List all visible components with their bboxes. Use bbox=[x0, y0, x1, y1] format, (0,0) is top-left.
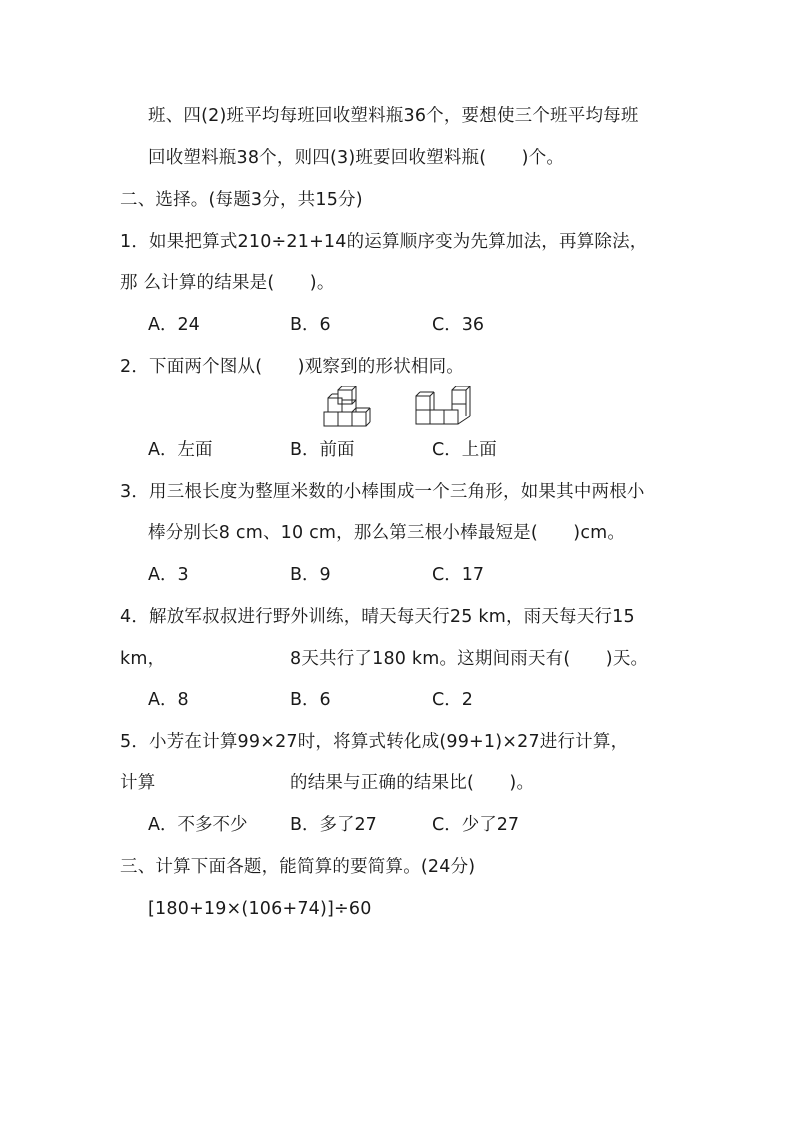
text-line: 班、四(2)班平均每班回收塑料瓶36个，要想使三个班平均每班 bbox=[148, 106, 639, 126]
cube-figure-1 bbox=[320, 386, 374, 430]
q4-option-c: C．2 bbox=[432, 690, 473, 710]
text-line: 棒分别长8 cm、10 cm，那么第三根小棒最短是( )cm。 bbox=[148, 523, 626, 543]
question-2: 2．下面两个图从( )观察到的形状相同。 bbox=[120, 357, 464, 377]
text-line: 那 么计算的结果是( )。 bbox=[120, 273, 335, 293]
q3-option-c: C．17 bbox=[432, 565, 484, 585]
calc-expression: [180+19×(106+74)]÷60 bbox=[148, 899, 372, 919]
q1-option-b: B．6 bbox=[290, 315, 331, 335]
text-line: 回收塑料瓶38个，则四(3)班要回收塑料瓶( )个。 bbox=[148, 148, 565, 168]
q5-option-b: B．多了27 bbox=[290, 815, 377, 835]
q4-option-b: B．6 bbox=[290, 690, 331, 710]
q1-option-c: C．36 bbox=[432, 315, 484, 335]
text-line: km， bbox=[120, 649, 166, 669]
q5-option-c: C．少了27 bbox=[432, 815, 519, 835]
q5-option-a: A．不多不少 bbox=[148, 815, 248, 835]
section-heading: 三、计算下面各题，能简算的要简算。(24分) bbox=[120, 857, 476, 877]
text-line: 计算 bbox=[120, 773, 156, 793]
text-line: 的结果与正确的结果比( )。 bbox=[290, 773, 535, 793]
section-heading: 二、选择。(每题3分，共15分) bbox=[120, 190, 363, 210]
q2-option-a: A．左面 bbox=[148, 440, 213, 460]
text-line: 8天共行了180 km。这期间雨天有( )天。 bbox=[290, 649, 649, 669]
q2-option-b: B．前面 bbox=[290, 440, 355, 460]
q3-option-b: B．9 bbox=[290, 565, 331, 585]
cube-figure-2 bbox=[414, 386, 474, 430]
q1-option-a: A．24 bbox=[148, 315, 200, 335]
question-5: 5．小芳在计算99×27时，将算式转化成(99+1)×27进行计算， bbox=[120, 732, 629, 752]
question-4: 4．解放军叔叔进行野外训练，晴天每天行25 km，雨天每天行15 bbox=[120, 607, 635, 627]
question-3: 3．用三根长度为整厘米数的小棒围成一个三角形，如果其中两根小 bbox=[120, 482, 645, 502]
q2-option-c: C．上面 bbox=[432, 440, 497, 460]
q4-option-a: A．8 bbox=[148, 690, 189, 710]
q3-option-a: A．3 bbox=[148, 565, 189, 585]
question-1: 1．如果把算式210÷21+14的运算顺序变为先算加法，再算除法， bbox=[120, 232, 648, 252]
